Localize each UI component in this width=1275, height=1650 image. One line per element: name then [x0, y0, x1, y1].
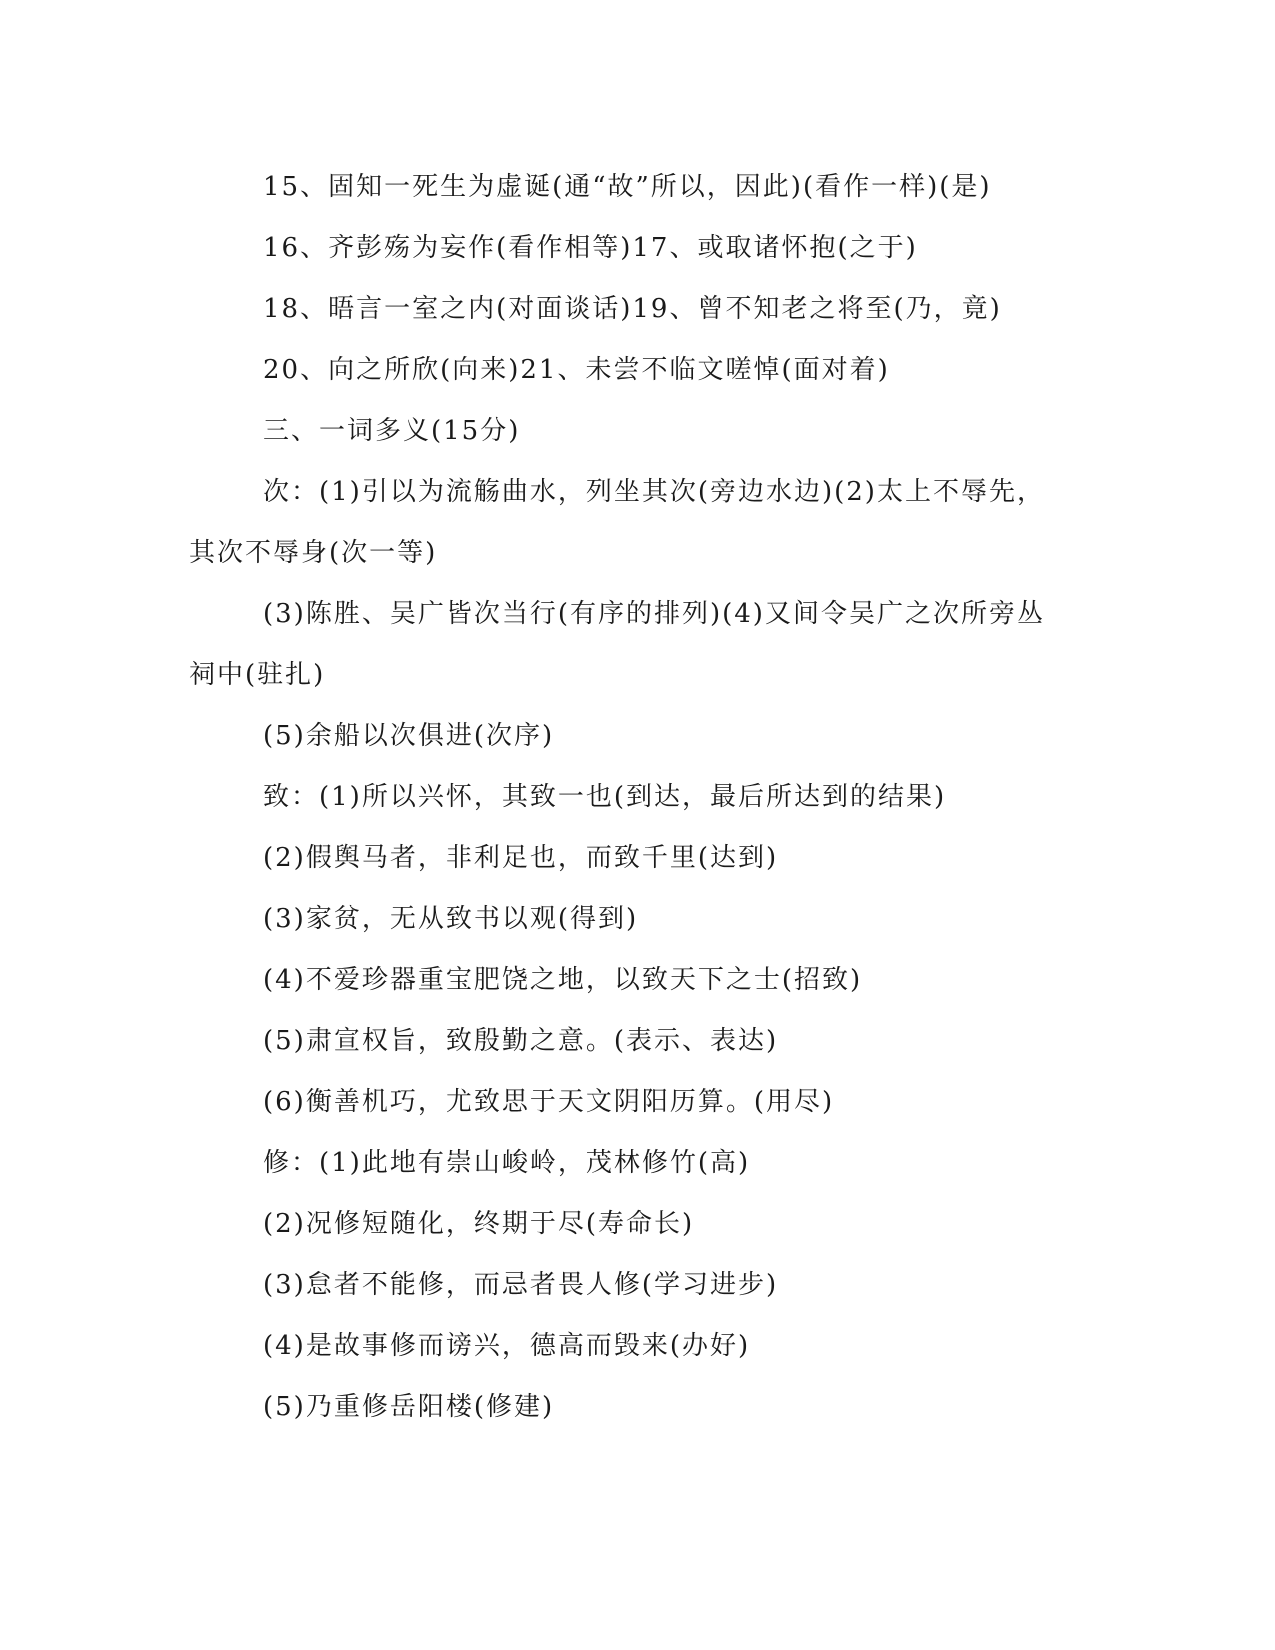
entry-xiu-5: (5)乃重修岳阳楼(修建)	[263, 1392, 555, 1422]
entry-xiu-4: (4)是故事修而谤兴，德高而毁来(办好)	[263, 1331, 751, 1361]
entry-zhi-6: (6)衡善机巧，尤致思于天文阴阳历算。(用尽)	[263, 1087, 835, 1117]
document-body	[189, 157, 1069, 1438]
entry-zhi-2: (2)假舆马者，非利足也，而致千里(达到)	[263, 843, 779, 873]
entry-zhi-3: (3)家贫，无从致书以观(得到)	[263, 904, 639, 934]
entry-zhi-1: 致：(1)所以兴怀，其致一也(到达，最后所达到的结果)	[263, 782, 947, 812]
entry-xiu-2: (2)况修短随化，终期于尽(寿命长)	[263, 1209, 695, 1239]
line-15-16: 15、固知一死生为虚诞(通“故”所以，因此)(看作一样)(是)	[263, 172, 992, 202]
line-20-21: 20、向之所欣(向来)21、未尝不临文嗟悼(面对着)	[263, 355, 890, 385]
entry-zhi-5: (5)肃宣权旨，致殷勤之意。(表示、表达)	[263, 1026, 779, 1056]
entry-ci-5: (5)余船以次俱进(次序)	[263, 721, 555, 751]
entry-ci-1-2: 次：(1)引以为流觞曲水，列坐其次(旁边水边)(2)太上不辱先，其次不辱身(次一等)	[189, 477, 1045, 568]
entry-zhi-4: (4)不爱珍器重宝肥饶之地，以致天下之士(招致)	[263, 965, 863, 995]
line-18-19: 18、晤言一室之内(对面谈话)19、曾不知老之将至(乃，竟)	[263, 294, 1002, 324]
section-heading: 三、一词多义(15分)	[263, 416, 521, 446]
line-16-17: 16、齐彭殇为妄作(看作相等)17、或取诸怀抱(之于)	[263, 233, 918, 263]
entry-xiu-1: 修：(1)此地有崇山峻岭，茂林修竹(高)	[263, 1148, 751, 1178]
entry-xiu-3: (3)怠者不能修，而忌者畏人修(学习进步)	[263, 1270, 779, 1300]
entry-ci-3-4: (3)陈胜、吴广皆次当行(有序的排列)(4)又间令吴广之次所旁丛祠中(驻扎)	[189, 599, 1045, 690]
